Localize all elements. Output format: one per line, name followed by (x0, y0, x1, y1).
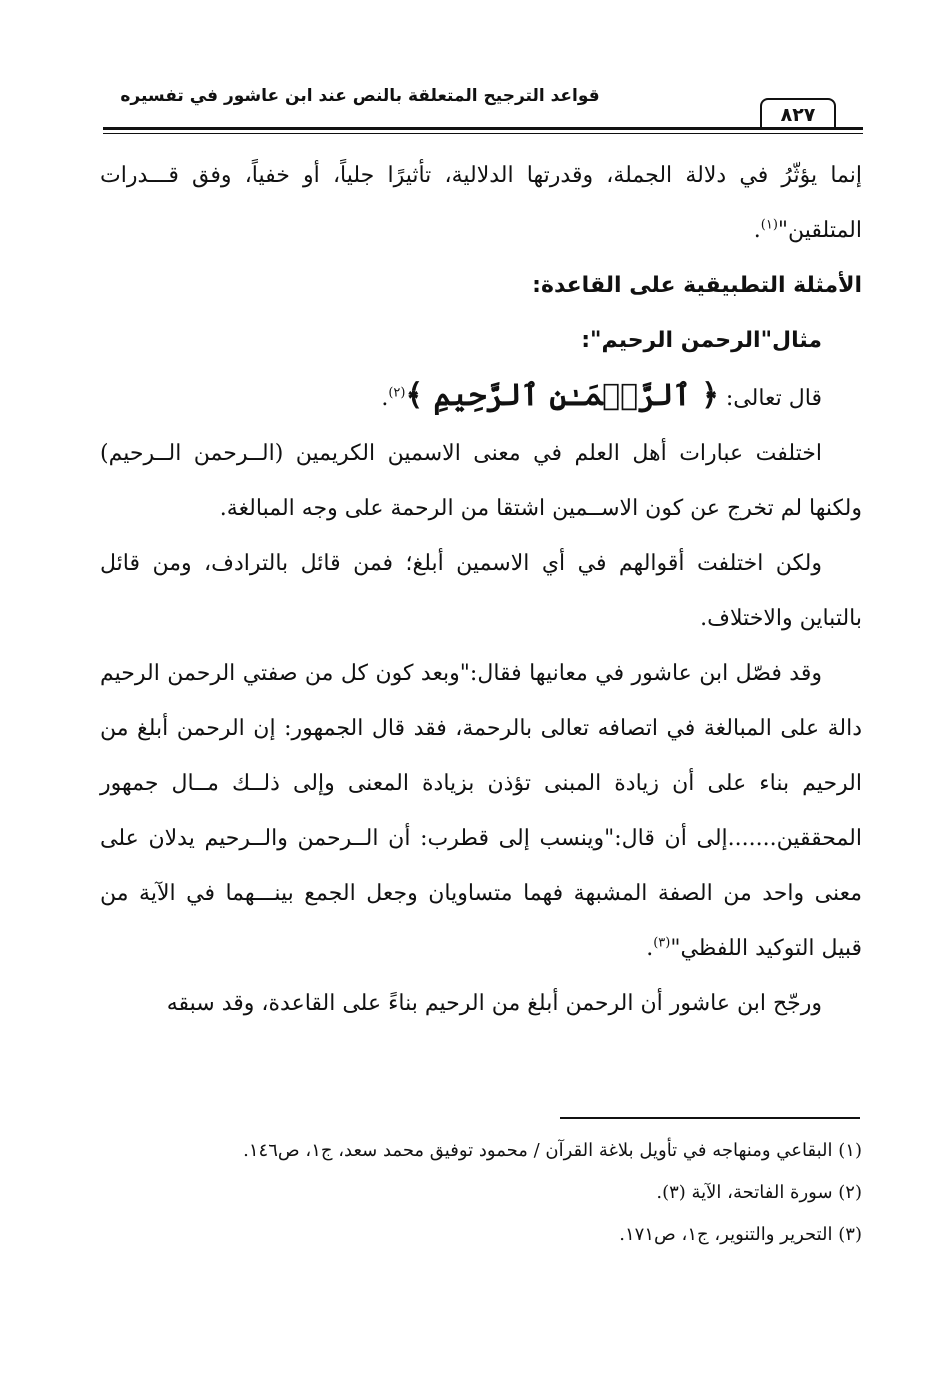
header-rule (103, 127, 863, 130)
footnote-3: (٣) التحرير والتنوير، ج١، ص١٧١. (619, 1224, 862, 1245)
paragraph-4-text: وقد فصّل ابن عاشور في معانيها فقال:"وبعد كون كل من صفتي الرحمن الرحيم دالة على المبالغة في اتصافه تعالى بالرحمة، فقد قال الجمهور: إن الرحمن أبلغ من الرحيم بناء على أن زيادة المبنى تؤذن بزيادة المعنى وإلى ذلــك مــال جمهور المحققين.......إلى أن قال:"وينسب إلى قطرب: أن الــرحمن والــرحيم يدلان على معنى واحد من الصفة المشبهة فهما متساويان وجعل الجمع بينـــهما في الآية من قبيل التوكيد اللفظي" (100, 661, 862, 961)
running-title: قواعد الترجيح المتعلقة بالنص عند ابن عاشور في تفسيره (120, 86, 600, 106)
example-title: مثال"الرحمن الرحيم": (581, 328, 822, 353)
quran-end: . (381, 386, 389, 411)
section-heading: الأمثلة التطبيقية على القاعدة: (532, 273, 862, 298)
paragraph-5: ورجّح ابن عاشور أن الرحمن أبلغ من الرحيم بناءً على القاعدة، وقد سبقه (166, 991, 822, 1016)
paragraph-3: ولكن اختلفت أقوالهم في أي الاسمين أبلغ؛ فمن قائل بالترادف، ومن قائل بالتباين والاختلاف. (100, 551, 862, 631)
footnote-2: (٢) سورة الفاتحة، الآية (٣). (656, 1182, 862, 1203)
footnotes (100, 1130, 862, 1256)
quran-ayah: ﴿ ٱلرَّحۡمَـٰنِ ٱلرَّحِيمِ ﴾ (405, 378, 719, 413)
paragraph-4-end: . (646, 936, 654, 961)
quran-verse (100, 368, 862, 426)
footnote-1: (١) البقاعي ومنهاجه في تأويل بلاغة القرآن / محمود توفيق محمد سعد، ج١، ص١٤٦. (243, 1140, 862, 1161)
header-rule-thin (103, 133, 863, 134)
footnote-ref-3: (٣) (653, 935, 671, 951)
paragraph-2: اختلفت عبارات أهل العلم في معنى الاسمين الكريمين (الــرحمن الــرحيم) ولكنها لم تخرج عن كون الاســمين اشتقا من الرحمة على وجه المبالغة. (100, 441, 862, 521)
paragraph-1 (100, 148, 862, 258)
footnote-ref-2: (٢) (388, 385, 406, 401)
quran-intro: قال تعالى: (718, 386, 822, 411)
main-text (100, 148, 862, 1031)
paragraph-4 (100, 646, 862, 976)
footnote-ref-1: (١) (760, 217, 778, 233)
footnote-separator (560, 1117, 860, 1119)
page-number: ٨٢٧ (760, 98, 836, 130)
paragraph-1-end: . (753, 218, 761, 243)
paragraph-1-text: إنما يؤثّرُ في دلالة الجملة، وقدرتها الدلالية، تأثيرًا جلياً، أو خفياً، وفق قـــدرات المتلقين" (100, 163, 862, 243)
